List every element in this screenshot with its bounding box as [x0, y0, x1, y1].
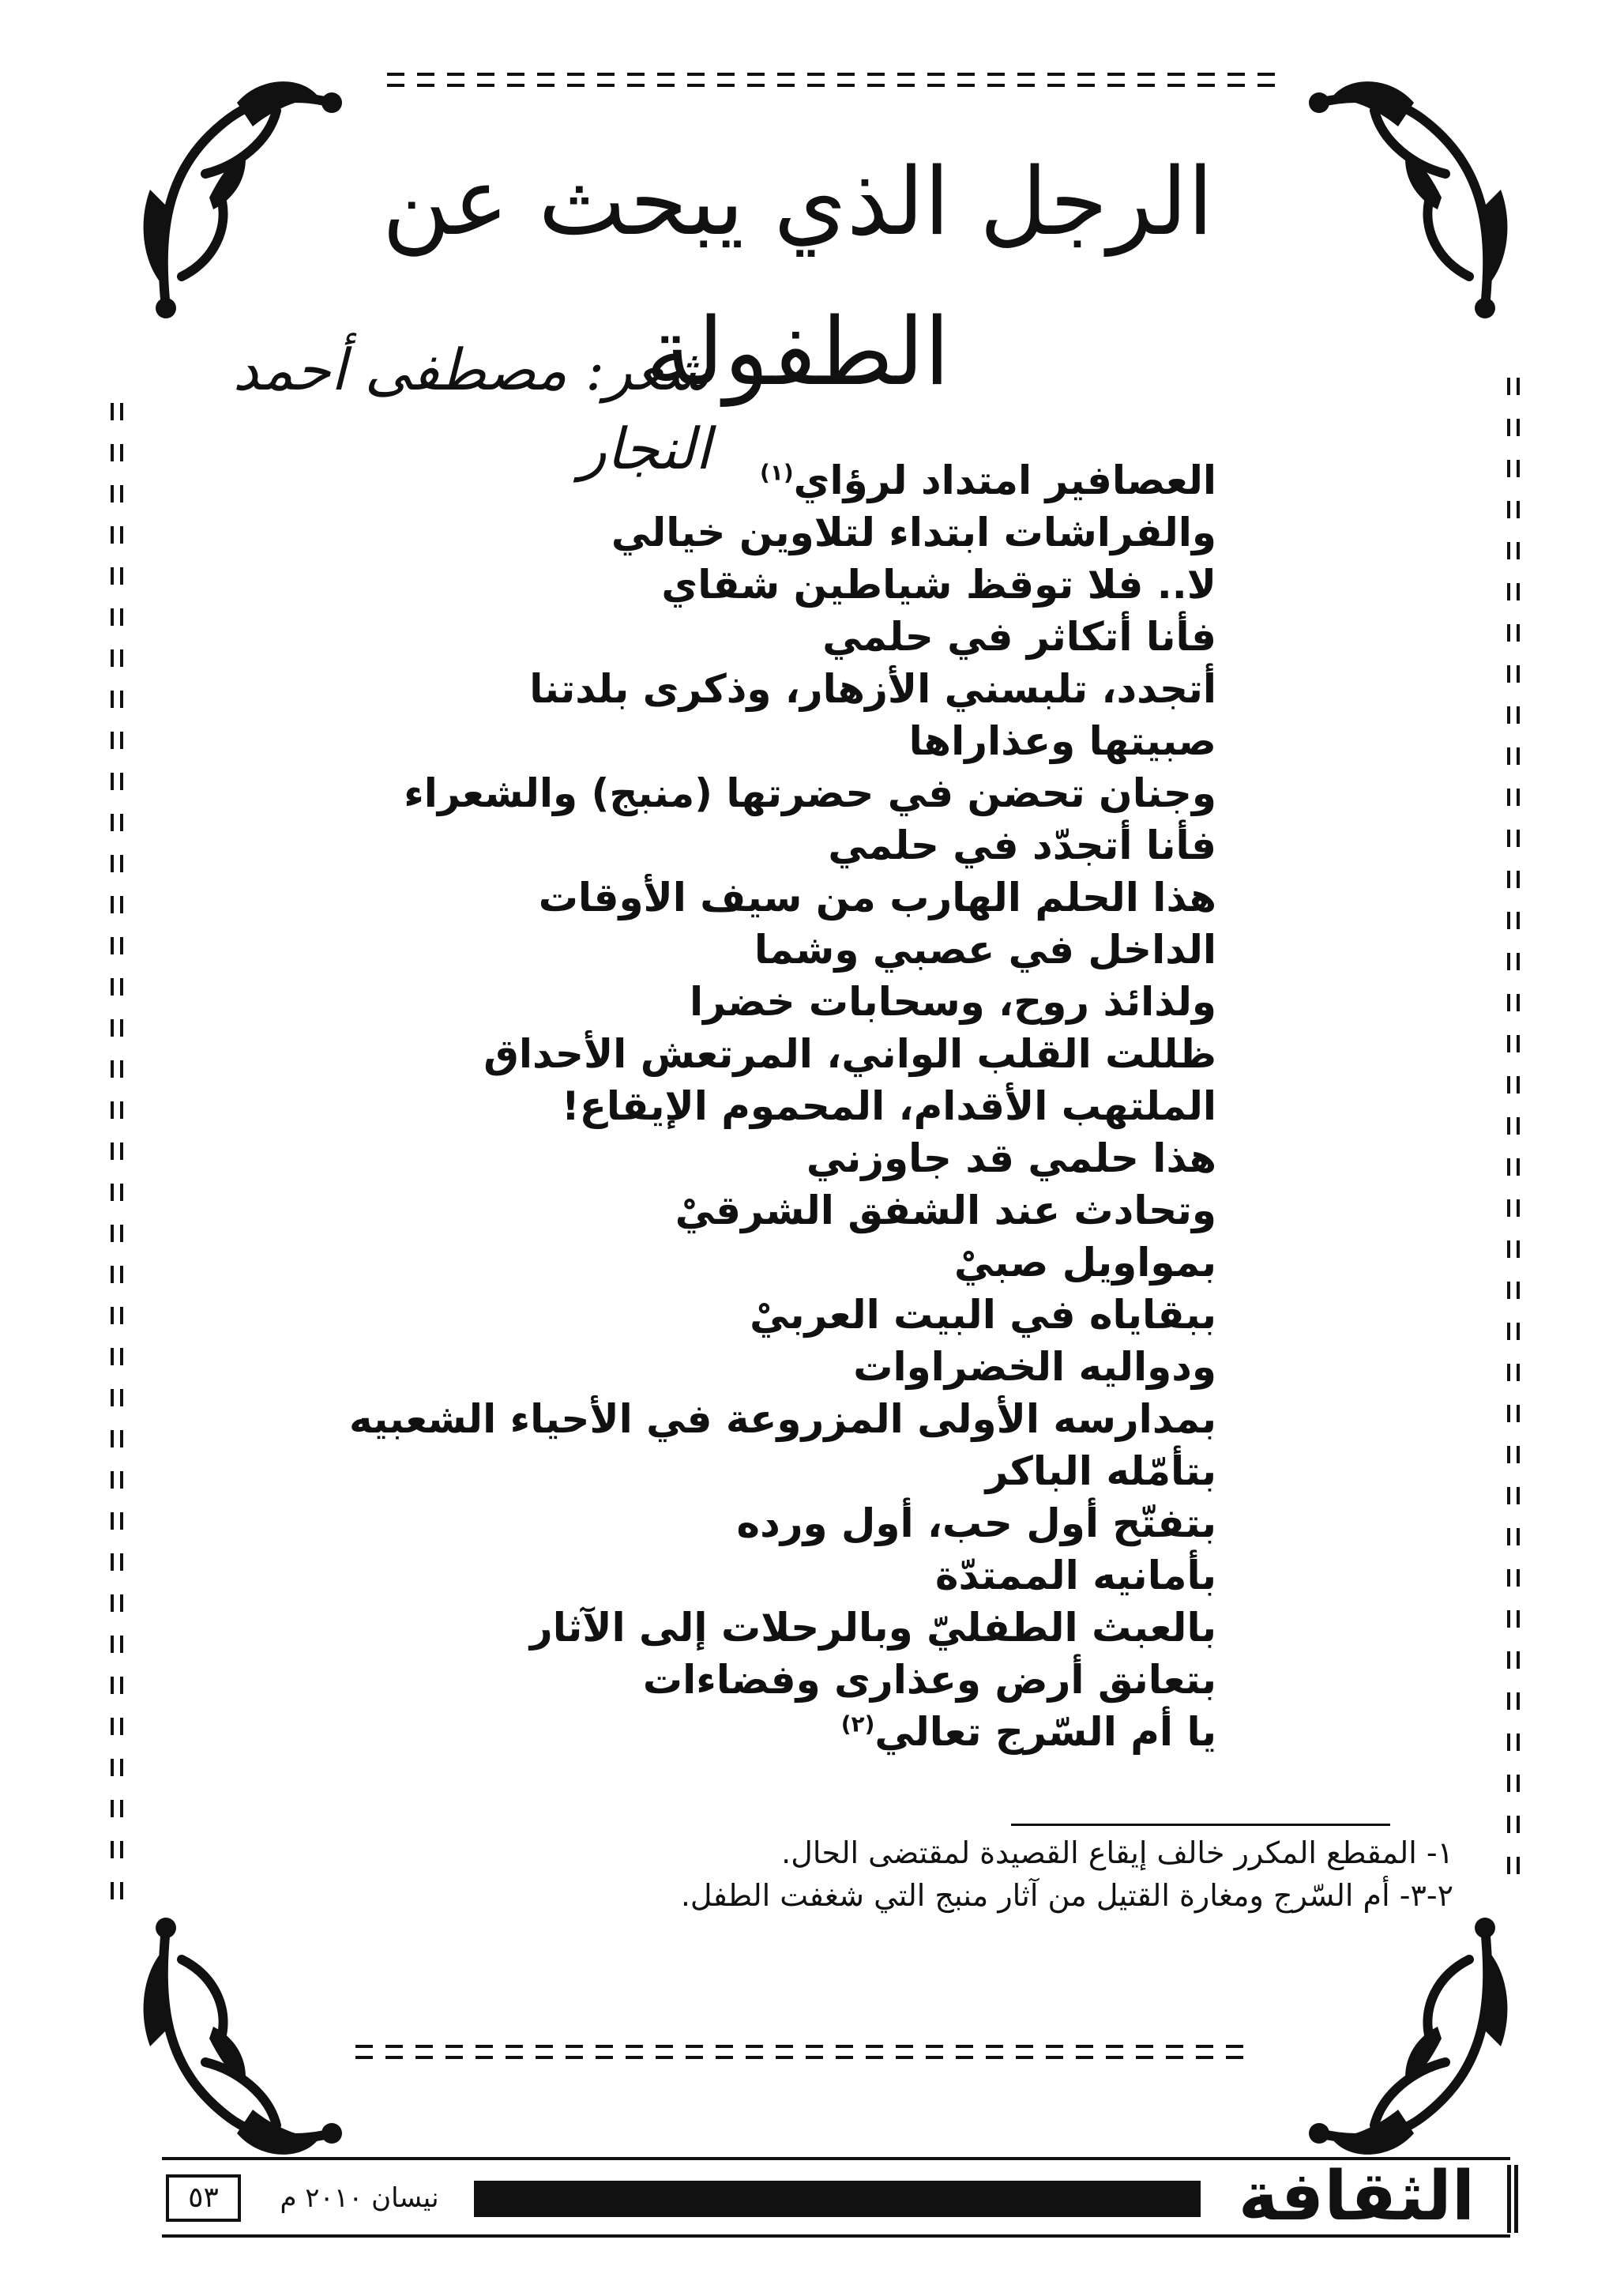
poem-line: ولذائذ روح، وسحابات خضرا	[689, 979, 1216, 1025]
footnotes	[506, 1831, 1453, 1926]
top-dashed-border	[387, 73, 1280, 87]
poem-line: العصافير امتداد لرؤاي$^{(١)}$	[759, 457, 1216, 503]
poem-line: يا أم السّرج تعالي$^{(٢)}$	[840, 1709, 1216, 1755]
poem-line: بمواويل صبيْ	[954, 1240, 1216, 1286]
poem-line: ودواليه الخضراوات	[853, 1344, 1216, 1390]
issue-date: نيسان ٢٠١٠ م	[280, 2182, 439, 2214]
poem-line: والفراشات ابتداء لتلاوين خيالي	[611, 510, 1216, 555]
poem-line: وجنان تحضن في حضرتها (منبج) والشعراء	[404, 770, 1216, 816]
page-number: ٥٣	[166, 2174, 241, 2222]
poem-line: هذا حلمي قد جاوزني	[806, 1135, 1216, 1181]
poem-line: بتفتّح أول حب، أول ورده	[736, 1500, 1216, 1546]
poem-line: بالعبث الطفليّ وبالرحلات إلى الآثار	[529, 1605, 1216, 1651]
logo-bars	[1507, 2165, 1518, 2233]
left-dashed-border	[111, 403, 123, 1904]
corner-ornament-top-right	[1303, 71, 1517, 324]
bottom-dashed-border	[355, 2045, 1248, 2059]
poem-author: شعر: مصطفى أحمد النجار	[232, 337, 711, 482]
corner-ornament-bottom-right	[1303, 1912, 1517, 2165]
poem-line: فأنا أتجدّد في حلمي	[828, 823, 1216, 868]
poem-line: لا.. فلا توقظ شياطين شقاي	[661, 562, 1216, 608]
poem-line: الملتهب الأقدام، المحموم الإيقاع!	[561, 1083, 1216, 1129]
footer-black-bar	[474, 2181, 1201, 2217]
poem-line: بأمانيه الممتدّة	[935, 1553, 1216, 1598]
poem-line: هذا الحلم الهارب من سيف الأوقات	[538, 875, 1216, 920]
magazine-logo: الثقافة	[1238, 2157, 1476, 2236]
poem-line: بمدارسه الأولى المزروعة في الأحياء الشعبيه	[349, 1396, 1216, 1442]
poem-title: الرجل الذي يبحث عن الطفولة	[382, 147, 1214, 406]
poem-line: وتحادث عند الشفق الشرقيْ	[675, 1188, 1216, 1233]
poem-line: الداخل في عصبي وشما	[754, 927, 1216, 973]
poem-line: بتأمّله الباكر	[985, 1448, 1216, 1494]
footnote: ١- المقطع المكرر خالف إيقاع القصيدة لمقتضى الحال.	[781, 1835, 1453, 1870]
footnote: ٢-٣- أم السّرج ومغارة القتيل من آثار منبج التي شغفت الطفل.	[680, 1878, 1453, 1913]
footnote-ref: (٢)	[840, 1711, 875, 1737]
footnote-separator	[1011, 1824, 1390, 1826]
poem-line: أتجدد، تلبسني الأزهار، وذكرى بلدتنا	[529, 666, 1216, 712]
corner-ornament-bottom-left	[134, 1912, 348, 2165]
poem-line: بتعانق أرض وعذارى وفضاءات	[642, 1657, 1216, 1703]
poem-line: صبيتها وعذاراها	[908, 718, 1216, 764]
right-dashed-border	[1507, 378, 1520, 1883]
poem-line: ظللت القلب الواني، المرتعش الأحداق	[483, 1031, 1216, 1077]
poem-line: فأنا أتكاثر في حلمي	[822, 614, 1216, 660]
poem-line: ببقاياه في البيت العربيْ	[750, 1292, 1216, 1338]
poem-body	[349, 454, 1216, 1805]
footnote-ref: (١)	[759, 459, 794, 486]
